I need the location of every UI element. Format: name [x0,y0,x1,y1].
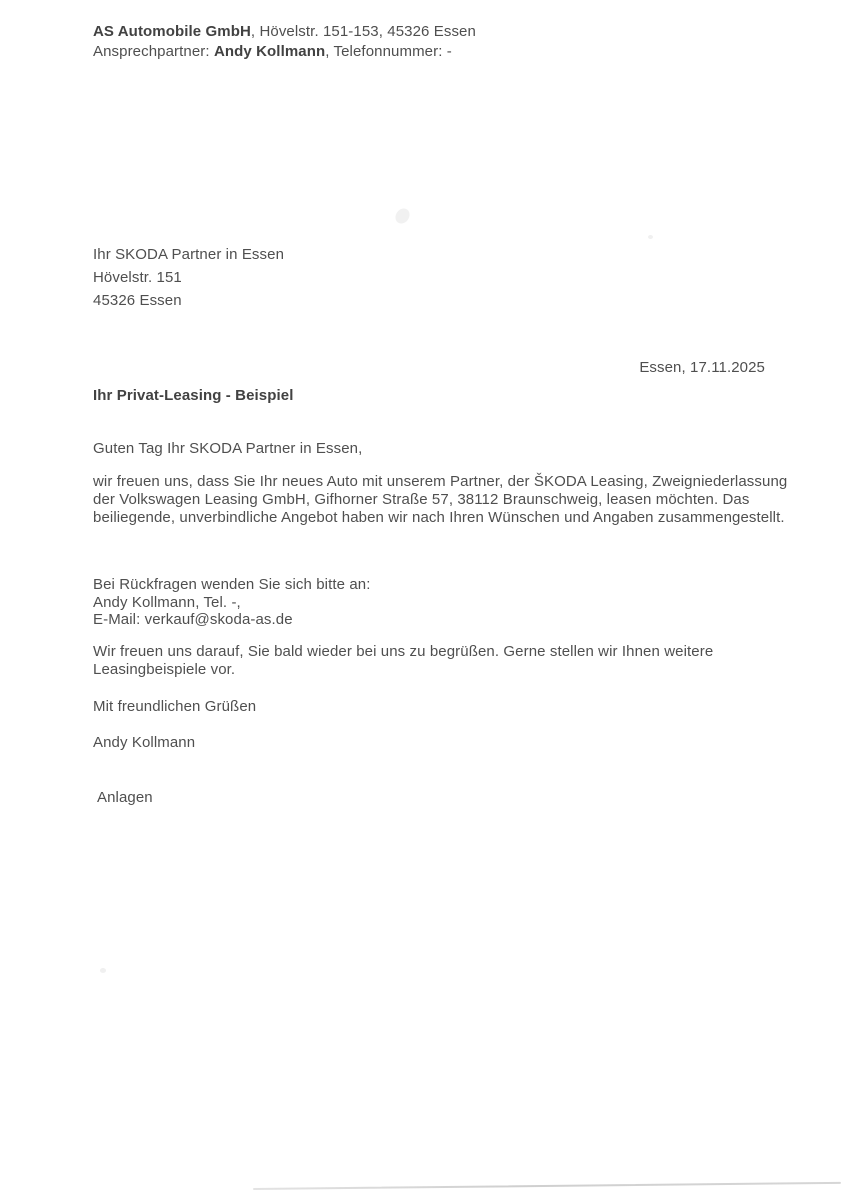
paragraph-line: wir freuen uns, dass Sie Ihr neues Auto mit unserem Partner, der ŠKODA Leasing, Zweigniederlassung [93,473,788,490]
scan-artifact-speck [648,235,653,239]
closing-regards: Mit freundlichen Grüßen [93,698,257,715]
body-paragraph-1 [93,473,787,527]
recipient-street: Hövelstr. 151 [93,269,182,286]
recipient-address [93,243,284,312]
subject-line: Ihr Privat-Leasing - Beispiel [93,387,294,404]
date-line: Essen, 17.11.2025 [639,359,765,376]
contact-phone: , Telefonnummer: - [325,43,452,60]
recipient-name: Ihr SKODA Partner in Essen [93,246,285,263]
inquiries-email: E-Mail: verkauf@skoda-as.de [93,611,293,628]
sender-header [93,22,476,62]
paragraph-line: der Volkswagen Leasing GmbH, Gifhorner Straße 57, 38112 Braunschweig, leasen möchten. Das [93,491,750,508]
sender-contact-line [93,42,476,62]
sender-address-rest: , Hövelstr. 151-153, 45326 Essen [250,23,476,40]
paragraph-line: Leasingbeispiele vor. [93,661,236,678]
inquiries-person: Andy Kollmann, Tel. -, [93,593,241,611]
sender-address-line [93,22,476,42]
paragraph-line: Wir freuen uns darauf, Sie bald wieder bei uns zu begrüßen. Gerne stellen wir Ihnen weitere [93,643,714,660]
enclosures-note: Anlagen [97,789,153,806]
paragraph-line: beiliegende, unverbindliche Angebot haben wir nach Ihren Wünschen und Angaben zusammengestellt. [93,509,785,526]
inquiries-intro: Bei Rückfragen wenden Sie sich bitte an: [93,576,371,593]
signature-name: Andy Kollmann [93,734,196,751]
recipient-city: 45326 Essen [93,292,182,309]
scan-artifact-speck [100,968,106,973]
inquiries-contact-block [93,576,371,629]
sender-company-name: AS Automobile GmbH [93,23,251,40]
body-paragraph-2 [93,643,713,679]
salutation: Guten Tag Ihr SKODA Partner in Essen, [93,440,363,457]
contact-label: Ansprechpartner: [93,43,214,60]
contact-person-name: Andy Kollmann [213,43,326,60]
